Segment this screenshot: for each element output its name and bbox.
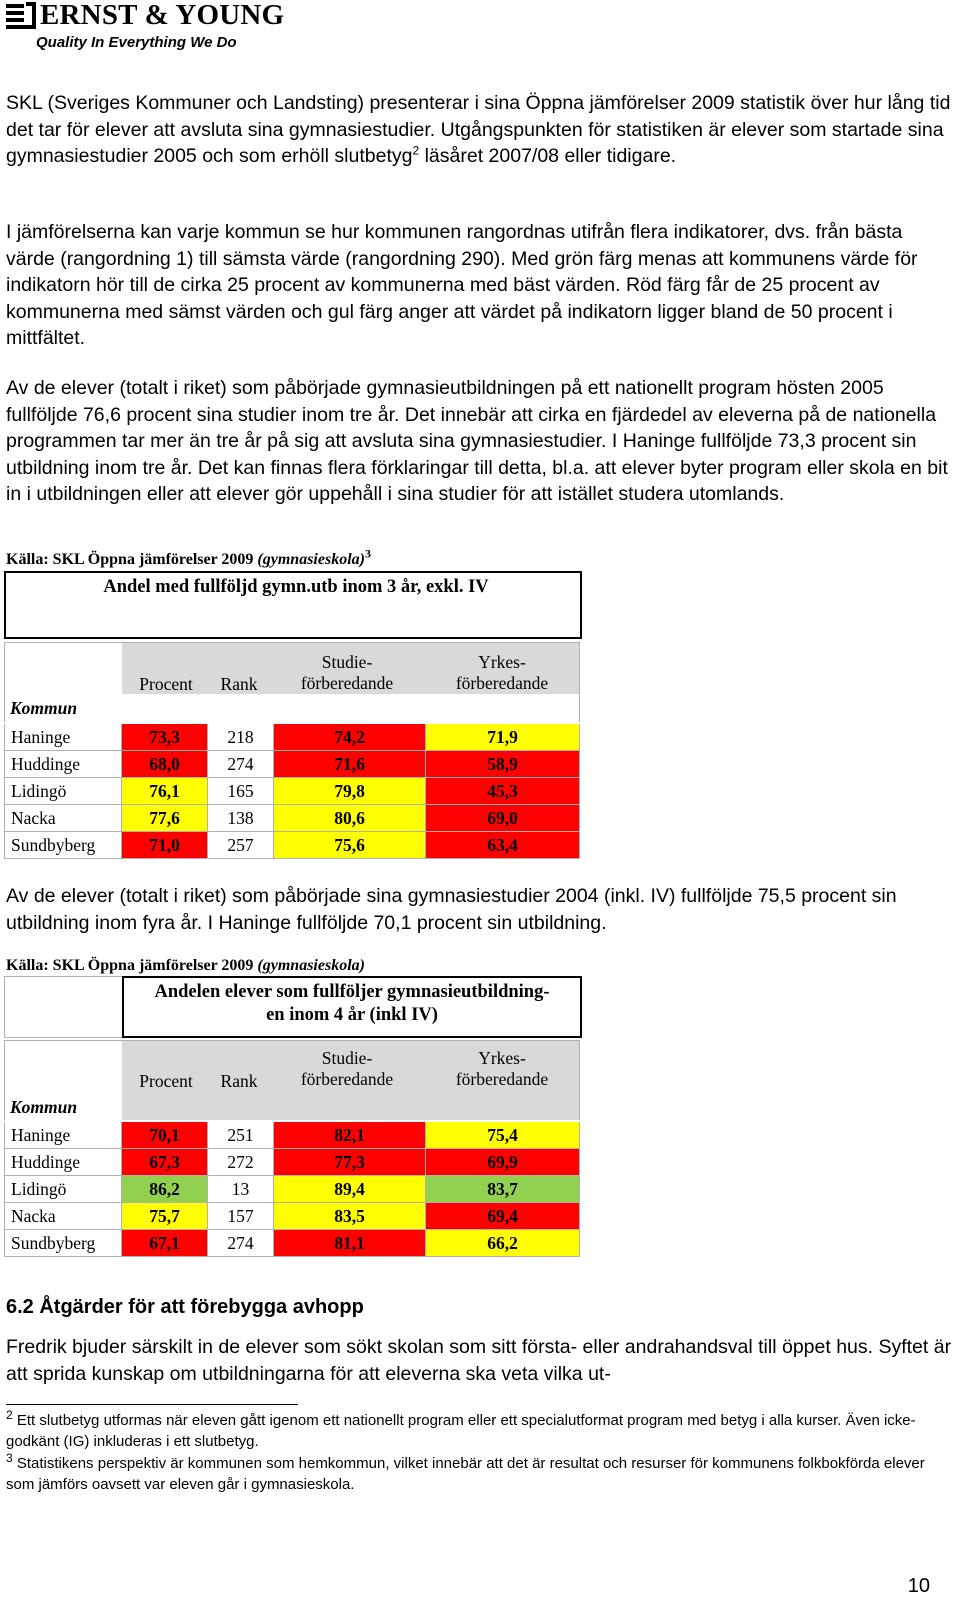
table1-cell-rank: 274 bbox=[208, 751, 274, 778]
company-logo bbox=[4, 0, 284, 51]
table2-col-yrkes: Yrkes- förberedande bbox=[455, 1048, 549, 1089]
footnote-ref-2[interactable]: 2 bbox=[412, 143, 420, 158]
table2-cell-kommun: Sundbyberg bbox=[4, 1230, 122, 1257]
table1-cell-kommun: Huddinge bbox=[4, 751, 122, 778]
table1-row bbox=[4, 778, 580, 805]
table1-cell-studie: 71,6 bbox=[274, 751, 426, 778]
table1-cell-studie: 79,8 bbox=[274, 778, 426, 805]
table1-cell-procent: 71,0 bbox=[122, 832, 208, 859]
table2-col-procent: Procent bbox=[139, 1071, 193, 1091]
table1-cell-yrkes: 45,3 bbox=[426, 778, 580, 805]
table2-cell-rank: 157 bbox=[208, 1203, 274, 1230]
table1-source: Källa: SKL Öppna jämförelser 2009 (gymnasieskola)$^3$ bbox=[6, 546, 371, 568]
table1-cell-yrkes: 58,9 bbox=[426, 751, 580, 778]
table1-cell-yrkes: 69,0 bbox=[426, 805, 580, 832]
table2-cell-yrkes: 83,7 bbox=[426, 1176, 580, 1203]
table1-col-rank: Rank bbox=[220, 674, 258, 694]
table1-col-studie: Studie- förberedande bbox=[300, 652, 394, 693]
footnote-separator bbox=[6, 1404, 298, 1405]
table2-cell-procent: 70,1 bbox=[122, 1122, 208, 1149]
table2-cell-studie: 89,4 bbox=[274, 1176, 426, 1203]
footnote-ref-3[interactable]: 3 bbox=[364, 546, 371, 561]
table1-cell-procent: 68,0 bbox=[122, 751, 208, 778]
table2-cell-yrkes: 69,9 bbox=[426, 1149, 580, 1176]
table2-col-rank: Rank bbox=[220, 1071, 258, 1091]
table1-cell-procent: 77,6 bbox=[122, 805, 208, 832]
ey-logo-mark-icon bbox=[4, 0, 38, 30]
table2-row bbox=[4, 1203, 580, 1230]
table1-cell-kommun: Haninge bbox=[4, 724, 122, 751]
table1-col-kommun: Kommun bbox=[10, 698, 78, 718]
table2-col-kommun: Kommun bbox=[10, 1097, 78, 1117]
table2-cell-procent: 86,2 bbox=[122, 1176, 208, 1203]
table1-cell-rank: 257 bbox=[208, 832, 274, 859]
table1-row bbox=[4, 751, 580, 778]
table1-cell-kommun: Nacka bbox=[4, 805, 122, 832]
table2-row bbox=[4, 1230, 580, 1257]
table2-cell-rank: 251 bbox=[208, 1122, 274, 1149]
section-heading: 6.2 Åtgärder för att förebygga avhopp bbox=[6, 1296, 364, 1318]
table2-row bbox=[4, 1122, 580, 1149]
table1-cell-kommun: Lidingö bbox=[4, 778, 122, 805]
table2-cell-studie: 82,1 bbox=[274, 1122, 426, 1149]
table2-cell-studie: 83,5 bbox=[274, 1203, 426, 1230]
table2-cell-procent: 75,7 bbox=[122, 1203, 208, 1230]
page-number: 10 bbox=[907, 1575, 930, 1597]
section-paragraph: Fredrik bjuder särskilt in de elever som sökt skolan som sitt första- eller andrahandsval till öppet hus. Syftet är att sprida kunskap om utbildningarna för att eleverna ska veta vilka ut- bbox=[6, 1336, 952, 1385]
table1-cell-studie: 75,6 bbox=[274, 832, 426, 859]
table2-cell-yrkes: 69,4 bbox=[426, 1203, 580, 1230]
table1-cell-procent: 73,3 bbox=[122, 724, 208, 751]
table1-row bbox=[4, 724, 580, 751]
table1-col-procent: Procent bbox=[139, 674, 193, 694]
table2-cell-rank: 13 bbox=[208, 1176, 274, 1203]
table1-cell-yrkes: 71,9 bbox=[426, 724, 580, 751]
table1-cell-kommun: Sundbyberg bbox=[4, 832, 122, 859]
table2-title: Andelen elever som fullföljer gymnasieutbildning- en inom 4 år (inkl IV) bbox=[154, 982, 550, 1025]
table1-cell-rank: 165 bbox=[208, 778, 274, 805]
table2-cell-kommun: Lidingö bbox=[4, 1176, 122, 1203]
table1-cell-studie: 80,6 bbox=[274, 805, 426, 832]
table2-cell-procent: 67,3 bbox=[122, 1149, 208, 1176]
table1-title: Andel med fullföljd gymn.utb inom 3 år, exkl. IV bbox=[103, 577, 489, 597]
intro-paragraph-3: Av de elever (totalt i riket) som påbörjade gymnasieutbildningen på ett nationellt program hösten 2005 fullföljde 76,6 procent sina studier inom tre år. Det innebär att cirka en fjärdedel av eleverna på de nationella programmen tar mer än tre år på sig att avsluta sina gymnasiestudier. I Haninge fullföljde 73,3 procent sin utbildning inom tre år. Det kan finnas flera förklaringar till detta, bl.a. att elever byter program eller skola en bit in i utbildningen eller att elever gör uppehåll i sina studier för att istället studera utomlands. bbox=[6, 377, 948, 505]
table1-cell-yrkes: 63,4 bbox=[426, 832, 580, 859]
table1-cell-studie: 74,2 bbox=[274, 724, 426, 751]
table1-cell-rank: 218 bbox=[208, 724, 274, 751]
table1-col-yrkes: Yrkes- förberedande bbox=[455, 652, 549, 693]
table2-cell-procent: 67,1 bbox=[122, 1230, 208, 1257]
table2-cell-kommun: Nacka bbox=[4, 1203, 122, 1230]
brand-tagline: Quality In Everything We Do bbox=[36, 34, 237, 51]
table2-cell-rank: 274 bbox=[208, 1230, 274, 1257]
table2-row bbox=[4, 1149, 580, 1176]
table2-cell-kommun: Huddinge bbox=[4, 1149, 122, 1176]
table2-cell-rank: 272 bbox=[208, 1149, 274, 1176]
table1-cell-procent: 76,1 bbox=[122, 778, 208, 805]
table2-title-box bbox=[122, 976, 582, 1038]
table2-source: Källa: SKL Öppna jämförelser 2009 (gymnasieskola) bbox=[6, 957, 365, 974]
table2-cell-studie: 77,3 bbox=[274, 1149, 426, 1176]
brand-name: ERNST & YOUNG bbox=[40, 0, 285, 31]
table1-row bbox=[4, 832, 580, 859]
table1-row bbox=[4, 805, 580, 832]
footnote-2: $^2$ Ett slutbetyg utformas när eleven gått igenom ett nationellt program eller ett specialutformat program med betyg i alla kurser. Även icke-godkänt (IG) inkluderas i ett slutbetyg. bbox=[6, 1408, 916, 1450]
footnote-3: $^3$ Statistikens perspektiv är kommunen som hemkommun, vilket innebär att det är resultat och resurser för kommunens folkbokförda elever som jämförs oavsett var eleven går i gymnasieskola. bbox=[6, 1451, 925, 1493]
table2-col-studie: Studie- förberedande bbox=[300, 1048, 394, 1089]
table2-cell-yrkes: 66,2 bbox=[426, 1230, 580, 1257]
table2-cell-kommun: Haninge bbox=[4, 1122, 122, 1149]
table2-cell-studie: 81,1 bbox=[274, 1230, 426, 1257]
table2-cell-yrkes: 75,4 bbox=[426, 1122, 580, 1149]
table2-row bbox=[4, 1176, 580, 1203]
table1-title-box bbox=[4, 571, 582, 639]
paragraph-4yrs: Av de elever (totalt i riket) som påbörjade sina gymnasiestudier 2004 (inkl. IV) fullföljde 75,5 procent sin utbildning inom fyra år. I Haninge fullföljde 70,1 procent sin utbildning. bbox=[6, 885, 897, 934]
intro-paragraph-1: SKL (Sveriges Kommuner och Landsting) presenterar i sina Öppna jämförelser 2009 statistik över hur lång tid det tar för elever att avsluta sina gymnasiestudier. Utgångspunkten för statistiken är elever som startade sina gymnasiestudier 2005 och som erhöll slutbetyg$^2$ läsåret 2007/08 eller tidigare. bbox=[6, 92, 951, 167]
table1-cell-rank: 138 bbox=[208, 805, 274, 832]
intro-paragraph-2: I jämförelserna kan varje kommun se hur kommunen rangordnas utifrån flera indikatorer, dvs. från bästa värde (rangordning 1) till sämsta värde (rangordning 290). Med grön färg menas att kommunens värde för indikatorn hör till de cirka 25 procent av kommunerna med bäst värden. Röd färg får de 25 procent av kommunerna med sämst värden och gul färg anger att värdet på indikatorn ligger bland de 50 procent i mittfältet. bbox=[6, 221, 918, 349]
